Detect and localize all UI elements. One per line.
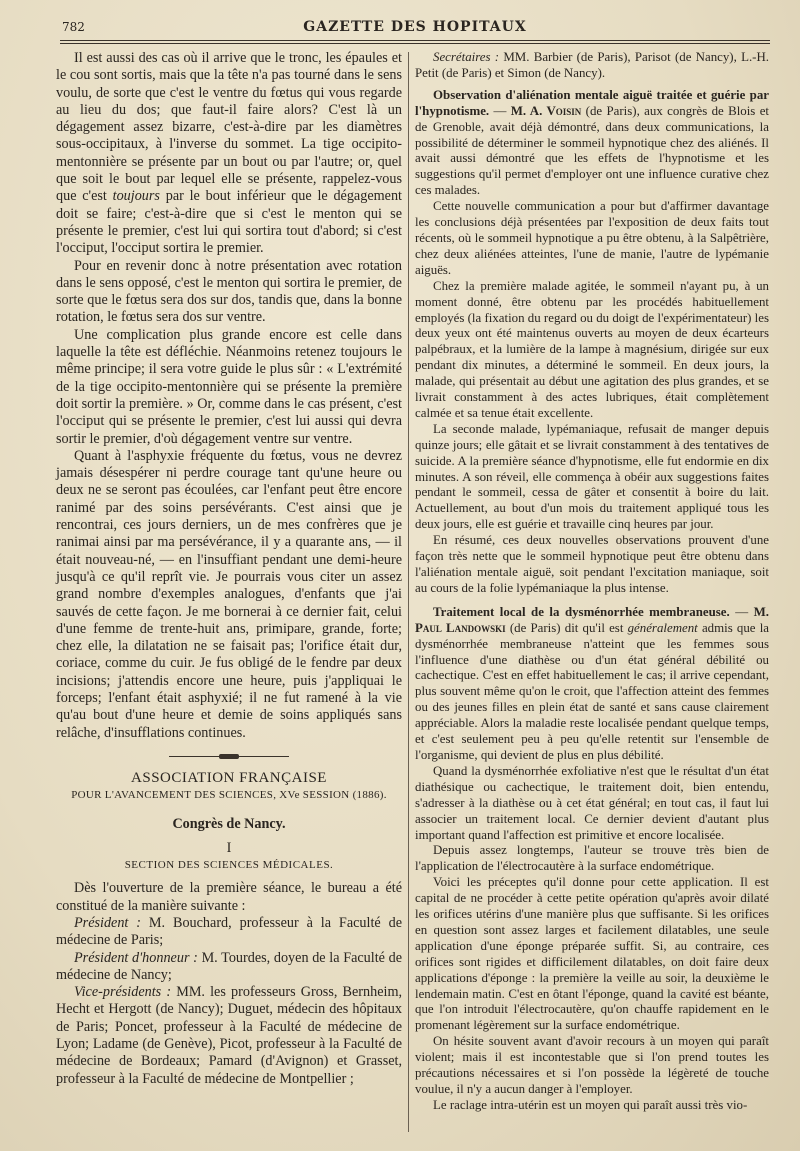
running-title: GAZETTE DES HOPITAUX [303,19,527,35]
paragraph: Quand la dysménorrhée exfoliative n'est que le résultat d'un état diathésique ou cachectique, le traitement doit, bien entendu, s'adresser à la diathèse ou à cet état général; en tout cas, il faut lui associer un traitement local. Ce dernier devient d'autant plus important quand l'affection est primitive et encore localisée. [415,763,769,842]
section-number: I [226,839,232,856]
article-hypnotism: Observation d'aliénation mentale aiguë traitée et guérie par l'hypnotisme. — M. A. Voisin (de Paris), aux congrès de Blois et de Grenoble, avait déjà démontré, dans deux communications, la possibilité de déterminer le sommeil hypnotique chez des aliénés. Il avait aussi démontré que les effets de l'hypnotisme et les suggestions qu'il permet d'employer ont une influence curative chez ces malades. [415,87,769,198]
bureau-honorary-president: Président d'honneur : M. Tourdes, doyen de la Faculté de médecine de Nancy; [56,949,403,983]
bureau-secretaries: Secrétaires : MM. Barbier (de Paris), Parisot (de Nancy), L.-H. Petit (de Paris) et Simon (de Nancy). [415,50,769,80]
article-title: Traitement local de la dysménorrhée membraneuse. [433,604,730,619]
association-subtitle: POUR L'AVANCEMENT DES SCIENCES, XVe SESSION (1886). [71,789,387,802]
paragraph: Chez la première malade agitée, le sommeil n'ayant pu, à un moment donné, être obtenu par les procédés habituellement employés (la fixation du regard ou du doigt de l'expérimentateur) les deux yeux ont été maintenus ouverts au moyen de deux écarteurs palpébraux, et la lumière de la lampe à magnésium, dirigée sur eux pendant dix minutes, a déterminé le sommeil. En deux jours, la malade, qui présentait au début une agitation des plus grandes, et se livrait constamment à des actes lubriques, était complètement calmée et sa tenue était excellente. [415,278,769,420]
ornament-divider [169,754,289,760]
paragraph: Cette nouvelle communication a pour but d'affirmer davantage les conclusions déjà présentées par l'exposition de deux faits tout récents, où le sommeil hypnotique a pu être obtenu, à la Salpêtrière, chez deux aliénées atteintes, l'une de manie, l'autre de lypémanie aiguës. [415,199,769,277]
column-divider [408,52,409,1132]
paragraph: En résumé, ces deux nouvelles observations prouvent d'une façon très nette que le sommeil hypnotique peut être obtenu dans l'aliénation mentale aiguë, soit pendant l'excitation maniaque, soit au cours de la folie lypémaniaque la plus intense. [415,533,769,595]
article-author: M. Paul Landowski [415,604,769,635]
page-number: 782 [62,20,85,34]
page-header [60,14,770,40]
header-rule [60,40,770,44]
association-title: ASSOCIATION FRANÇAISE [131,769,327,786]
right-column [415,50,769,1114]
article-dysmenorrhea: Traitement local de la dysménorrhée membraneuse. — M. Paul Landowski (de Paris) dit qu'il est généralement admis que la dysménorrhée membraneuse n'atteint que les femmes sous l'influence d'une diathèse ou d'un état général débilité ou cachectique. C'est en effet habituellement le cas; il arrive cependant, plus souvent même qu'on le croit, que l'affection atteint des femmes ou des jeunes filles en plein état de santé et sans cause clairement appréciable. Alors la maladie reste localisée pendant quelque temps, et c'est seulement peu à peu qu'elle retentit sur l'ensemble de l'organisme, qui devient de plus en plus débilité. [415,604,769,762]
congress-title: Congrès de Nancy. [172,816,286,833]
paragraph: Depuis assez longtemps, l'auteur se trouve très bien de l'application de l'électrocautère à la surface endométrique. [415,843,769,874]
article-author: M. A. Voisin [510,103,582,118]
section-name: SECTION DES SCIENCES MÉDICALES. [124,859,334,872]
paragraph: Le raclage intra-utérin est un moyen qui paraît aussi très vio- [433,1097,748,1112]
paragraph: Il est aussi des cas où il arrive que le tronc, les épaules et le cou sont sortis, mais que la tête n'a pas tourné dans le sens voulu, de sorte que c'est le ventre du fœtus qui vous regarde au lieu du dos; que faut-il faire alors? C'est là un dégagement assez bizarre, c'est-à-dire par les diamètres sous-occipitaux, à l'inverse du sommet. La tige occipito-mentonnière se présente par un bout ou par l'autre; or, quel que soit le bout par lequel elle se présente, rappelez-vous que c'est toujours par le bout inférieur que le dégagement doit se faire; c'est-à-dire que si c'est le menton qui se présente le premier, c'est lui qui sortira tout d'abord; si c'est l'occiput, l'occiput sortira le premier. [56,50,402,257]
bureau-president: Président : M. Bouchard, professeur à la Faculté de médecine de Paris; [56,914,402,949]
paragraph: Une complication plus grande encore est celle dans laquelle la tête est défléchie. Néanmoins retenez toujours le même principe; il sera votre guide le plus sûr : « L'extrémité de la tige occipito-mentonnière qui se présente la première doit sortir la première. » Or, comme dans le cas présent, c'est l'occiput qui se présente le premier, c'est lui aussi qui devra sortir le premier, d'où dégagement ventre sur ventre. [56,326,402,447]
paragraph: La seconde malade, lypémaniaque, refusait de manger depuis quinze jours; elle gâtait et se livrait constamment à des tentatives de suicide. A la première séance d'hypnotisme, elle fut endormie en dix minutes. A son réveil, elle commença à obéir aux suggestions faites pendant le sommeil, cessa de gâter et consentit à boire du lait. Actuellement, au bout d'un mois du traitement appliqué tous les deux jours, elle est guérie et travaille cinq heures par jour. [415,421,769,532]
bureau-vice-presidents: Vice-présidents : MM. les professeurs Gross, Bernheim, Hecht et Hergott (de Nancy); Duguet, médecin des hôpitaux de Paris; Poncet, professeur à la Faculté de médecine de Lyon; Ladame (de Genève), Picot, professeur à la Faculté de médecine de Bordeaux; Pamard (d'Avignon) et Grasset, professeur à la Faculté de médecine de Montpellier ; [56,984,403,1087]
paragraph: Dès l'ouverture de la première séance, le bureau a été constitué de la manière suivante : [56,880,402,914]
paragraph: Pour en revenir donc à notre présentation avec rotation dans le sens opposé, c'est le menton qui sortira le premier, de sorte que le fœtus sera dos sur dos, tandis que, dans la bonne rotation, le fœtus sera dos sur ventre. [56,257,402,326]
left-column [56,50,402,1088]
paragraph: Voici les préceptes qu'il donne pour cette application. Il est capital de ne procéder à cette petite opération qu'après avoir dilaté les orifices utérins d'une manière plus que suffisante. Si les orifices en question sont assez larges et facilement dilatables, une seule application d'une éponge préparée suffit. Si, au contraire, ces orifices sont rigides et difficilement dilatables, on doit faire deux applications d'éponge : la première la veille au soir, la deuxième le lendemain matin. C'est en ôtant l'éponge, quand la cavité est béante, que l'on introduit l'électrocautère, qu'on chauffe rapidement en le promenant légèrement sur la surface endométrique. [415,875,769,1033]
paragraph: Quant à l'asphyxie fréquente du fœtus, vous ne devrez jamais désespérer ni perdre courage tant qu'une heure ou deux ne se seront pas écoulées, car l'enfant peut être encore ranimé par des soins persévérants. C'est ainsi que je rencontrai, ces jours derniers, un de mes confrères que je ranimai ainsi par ma persévérance, il y a quarante ans, — il était nouveau-né, — en l'insuffiant pendant une demi-heure jusqu'à ce qu'il reprît vie. Je pourrais vous citer un assez grand nombre d'exemples analogues, d'enfants que j'ai sauvés de cette façon. Je me bornerai à ce dernier fait, celui d'une femme de trente-huit ans, primipare, grande, forte; chez elle, la dilatation ne se faisait pas; l'orifice était dur, coriace, comme du cuir. Je fus obligé de le fendre par deux incisions; j'attendis encore une heure, puis j'appliquai le forceps; l'enfant était asphyxié; il ne fut ramené à la vie qu'au bout d'une heure et demie de soins appliqués sans relâche, d'insufflations continues. [56,447,402,741]
paragraph: On hésite souvent avant d'avoir recours à un moyen qui paraît violent; mais il est incontestable que si l'on prend toutes les précautions nécessaires et si l'on possède la légèreté de touche voulue, il n'y a aucun danger à l'employer. [415,1034,769,1096]
article-title: Observation d'aliénation mentale aiguë traitée et guérie par l'hypnotisme. [415,87,769,118]
